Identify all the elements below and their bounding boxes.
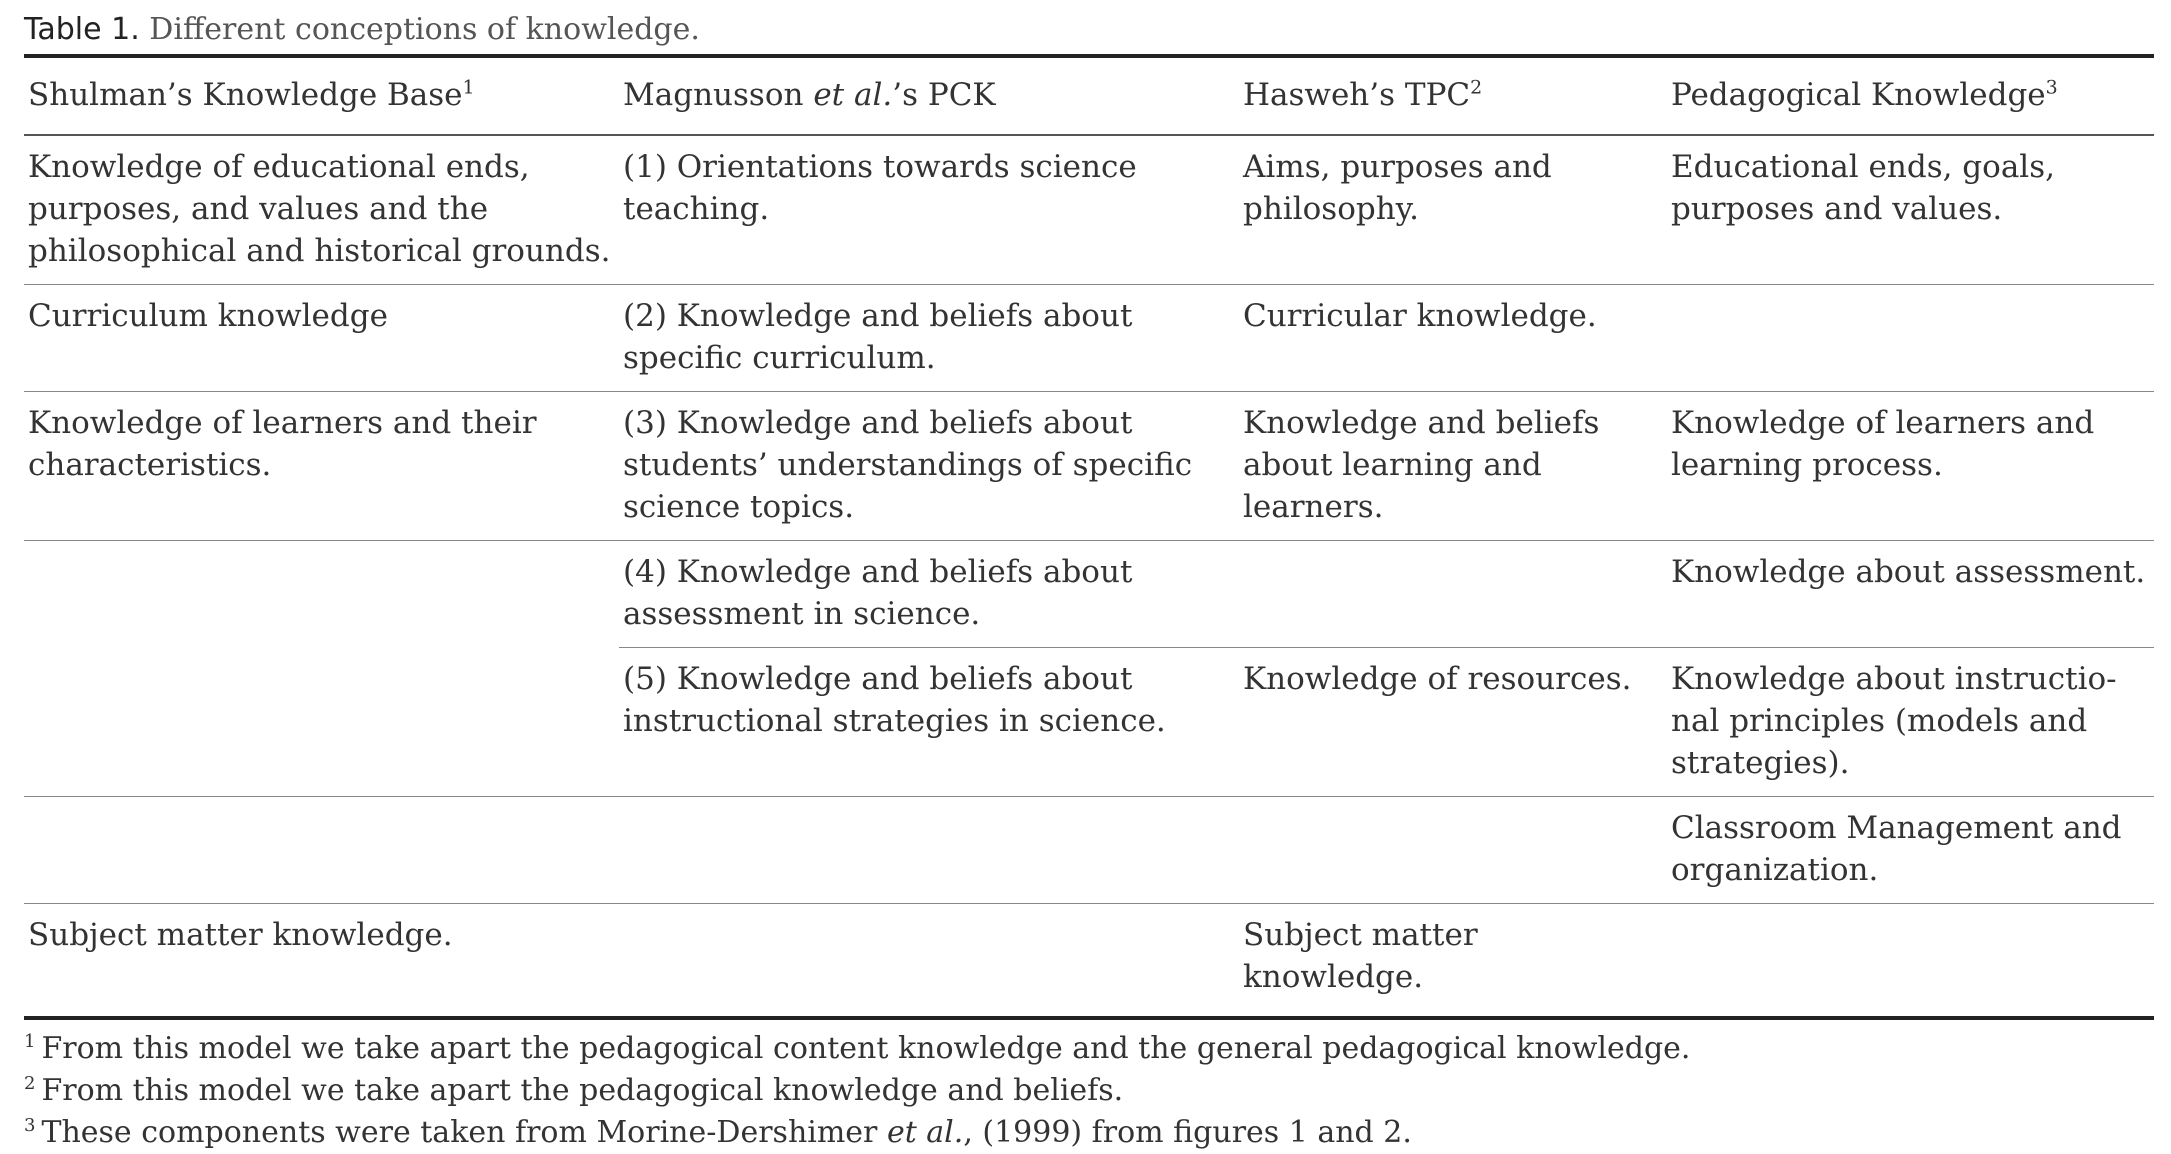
table-row [24,797,2154,904]
footnote-ref-2: 2 [1470,76,1483,99]
caption-label: Table 1. [24,12,140,47]
table-cell: Knowledge and beliefs about learning and learners. [1239,392,1667,541]
header-pedagogical: Pedagogical Knowledge$^3$ [1667,56,2154,135]
table-cell: Educational ends, goals, purposes and values. [1667,135,2154,285]
table-cell [1239,797,1667,904]
table-cell [1239,541,1667,648]
table-cell [1667,285,2154,392]
table-cell: Knowledge of resources. [1239,648,1667,797]
caption-text: Different conceptions of knowledge. [149,12,700,47]
table-cell: (5) Knowledge and beliefs about instructional strategies in science. [619,648,1239,797]
table-cell: Subject matter knowledge. [1243,917,1478,995]
table-row [24,135,2154,285]
table-cell: Knowledge about assessment. [1667,541,2154,648]
table-cell: Knowledge about instructio-nal principles (models and strategies). [1667,648,2154,797]
table-cell: Knowledge of educational ends, purposes, and values and the philosophical and historical grounds. [24,135,619,285]
header-row [24,56,2154,135]
table-cell: (4) Knowledge and beliefs about assessment in science. [619,541,1239,648]
table-cell: Aims, purposes and philosophy. [1239,135,1667,285]
table-cell: Knowledge of learners and their characteristics. [24,392,619,541]
header-shulman: Shulman’s Knowledge Base$^1$ [24,56,619,135]
table-cell [24,797,619,904]
table-row [24,904,2154,1019]
table-cell [1667,904,2154,1019]
table-cell: Knowledge of learners and learning process. [1667,392,2154,541]
header-hasweh: Hasweh’s TPC$^2$ [1239,56,1667,135]
footnote-ref-3: 3 [2045,76,2058,99]
table-cell [619,797,1239,904]
table-cell [24,541,619,797]
table-cell: (1) Orientations towards science teaching. [619,135,1239,285]
table-figure [24,10,2154,1154]
table-cell: Curriculum knowledge [24,285,619,392]
footnote-3: $^3$ These components were taken from Morine-Dershimer et al., (1999) from figures 1 and 2. [24,1115,1412,1150]
table-cell: (3) Knowledge and beliefs about students’ understandings of specific science topics. [619,392,1239,541]
header-magnusson: Magnusson et al.’s PCK [619,56,1239,135]
table-cell: Classroom Management and organization. [1667,797,2154,904]
table-caption [24,10,2154,54]
footnote-ref-1: 1 [462,76,475,99]
conceptions-table [24,54,2154,1020]
table-cell [619,904,1239,1019]
table-row [24,392,2154,541]
footnote-2: $^2$ From this model we take apart the pedagogical knowledge and beliefs. [24,1073,1124,1108]
table-row [24,541,2154,648]
table-cell: Curricular knowledge. [1239,285,1667,392]
table-row [24,285,2154,392]
table-cell: Subject matter knowledge. [28,917,453,953]
table-cell: (2) Knowledge and beliefs about specific curriculum. [619,285,1239,392]
footnote-1: $^1$ From this model we take apart the pedagogical content knowledge and the general pedagogical knowledge. [24,1031,1691,1066]
table-footnotes [24,1028,2154,1154]
